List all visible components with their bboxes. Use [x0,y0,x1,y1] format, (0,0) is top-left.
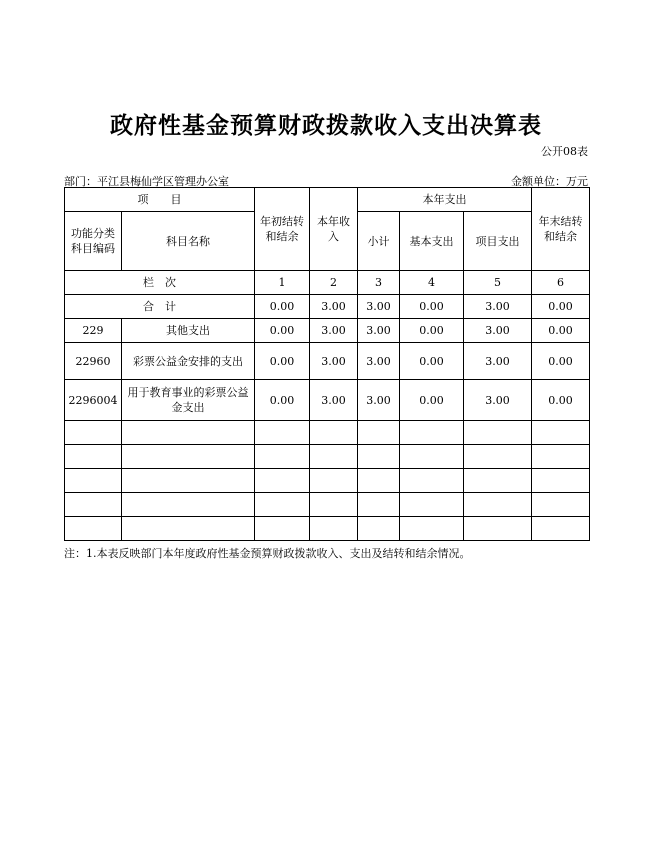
table-cell: 3.00 [310,295,358,319]
subject-name: 彩票公益金安排的支出 [122,343,255,380]
table-row [65,319,590,343]
empty-row [65,421,590,445]
lanci-num: 6 [532,271,590,295]
footnote: 注：1.本表反映部门本年度政府性基金预算财政拨款收入、支出及结转和结余情况。 [64,547,471,560]
subject-name: 用于教育事业的彩票公益金支出 [122,380,255,421]
table-cell: 0.00 [532,343,590,380]
table-cell: 0.00 [400,319,464,343]
form-number: 公开08表 [541,145,588,158]
empty-row [65,493,590,517]
header-begin-balance: 年初结转和结余 [255,188,310,271]
table-cell: 3.00 [464,295,532,319]
table-cell: 3.00 [358,295,400,319]
lanci-num: 2 [310,271,358,295]
lanci-label: 栏 次 [65,271,255,295]
header-end-balance: 年末结转和结余 [532,188,590,271]
empty-row [65,469,590,493]
header-subtotal: 小计 [358,212,400,271]
empty-row [65,445,590,469]
header-expense: 本年支出 [358,188,532,212]
subject-name: 其他支出 [122,319,255,343]
header-basic: 基本支出 [400,212,464,271]
amount-unit: 金额单位：万元 [511,175,588,188]
table-cell: 3.00 [464,319,532,343]
table-row [65,380,590,421]
table-cell: 0.00 [532,380,590,421]
department-label: 部门：平江县梅仙学区管理办公室 [64,175,229,188]
empty-row [65,517,590,541]
table-cell: 0.00 [400,295,464,319]
table-cell: 3.00 [310,343,358,380]
table-cell: 0.00 [255,380,310,421]
table-cell: 0.00 [400,380,464,421]
table-cell: 3.00 [310,380,358,421]
func-code: 22960 [65,343,122,380]
table-cell: 0.00 [255,343,310,380]
table-row [65,343,590,380]
lanci-row [65,271,590,295]
func-code: 2296004 [65,380,122,421]
total-row [65,295,590,319]
table-cell: 0.00 [255,295,310,319]
budget-table [64,187,590,541]
table-cell: 3.00 [358,319,400,343]
table-cell: 0.00 [255,319,310,343]
header-income: 本年收入 [310,188,358,271]
table-cell: 3.00 [358,380,400,421]
header-subject-name: 科目名称 [122,212,255,271]
header-item: 项 目 [65,188,255,212]
page-title: 政府性基金预算财政拨款收入支出决算表 [110,113,542,139]
func-code: 229 [65,319,122,343]
table-cell: 0.00 [532,295,590,319]
header-func-code: 功能分类科目编码 [65,212,122,271]
lanci-num: 3 [358,271,400,295]
lanci-num: 4 [400,271,464,295]
header-project: 项目支出 [464,212,532,271]
table-cell: 3.00 [464,343,532,380]
total-label: 合 计 [65,295,255,319]
lanci-num: 1 [255,271,310,295]
table-cell: 0.00 [400,343,464,380]
lanci-num: 5 [464,271,532,295]
table-cell: 3.00 [358,343,400,380]
table-cell: 0.00 [532,319,590,343]
table-cell: 3.00 [310,319,358,343]
table-cell: 3.00 [464,380,532,421]
